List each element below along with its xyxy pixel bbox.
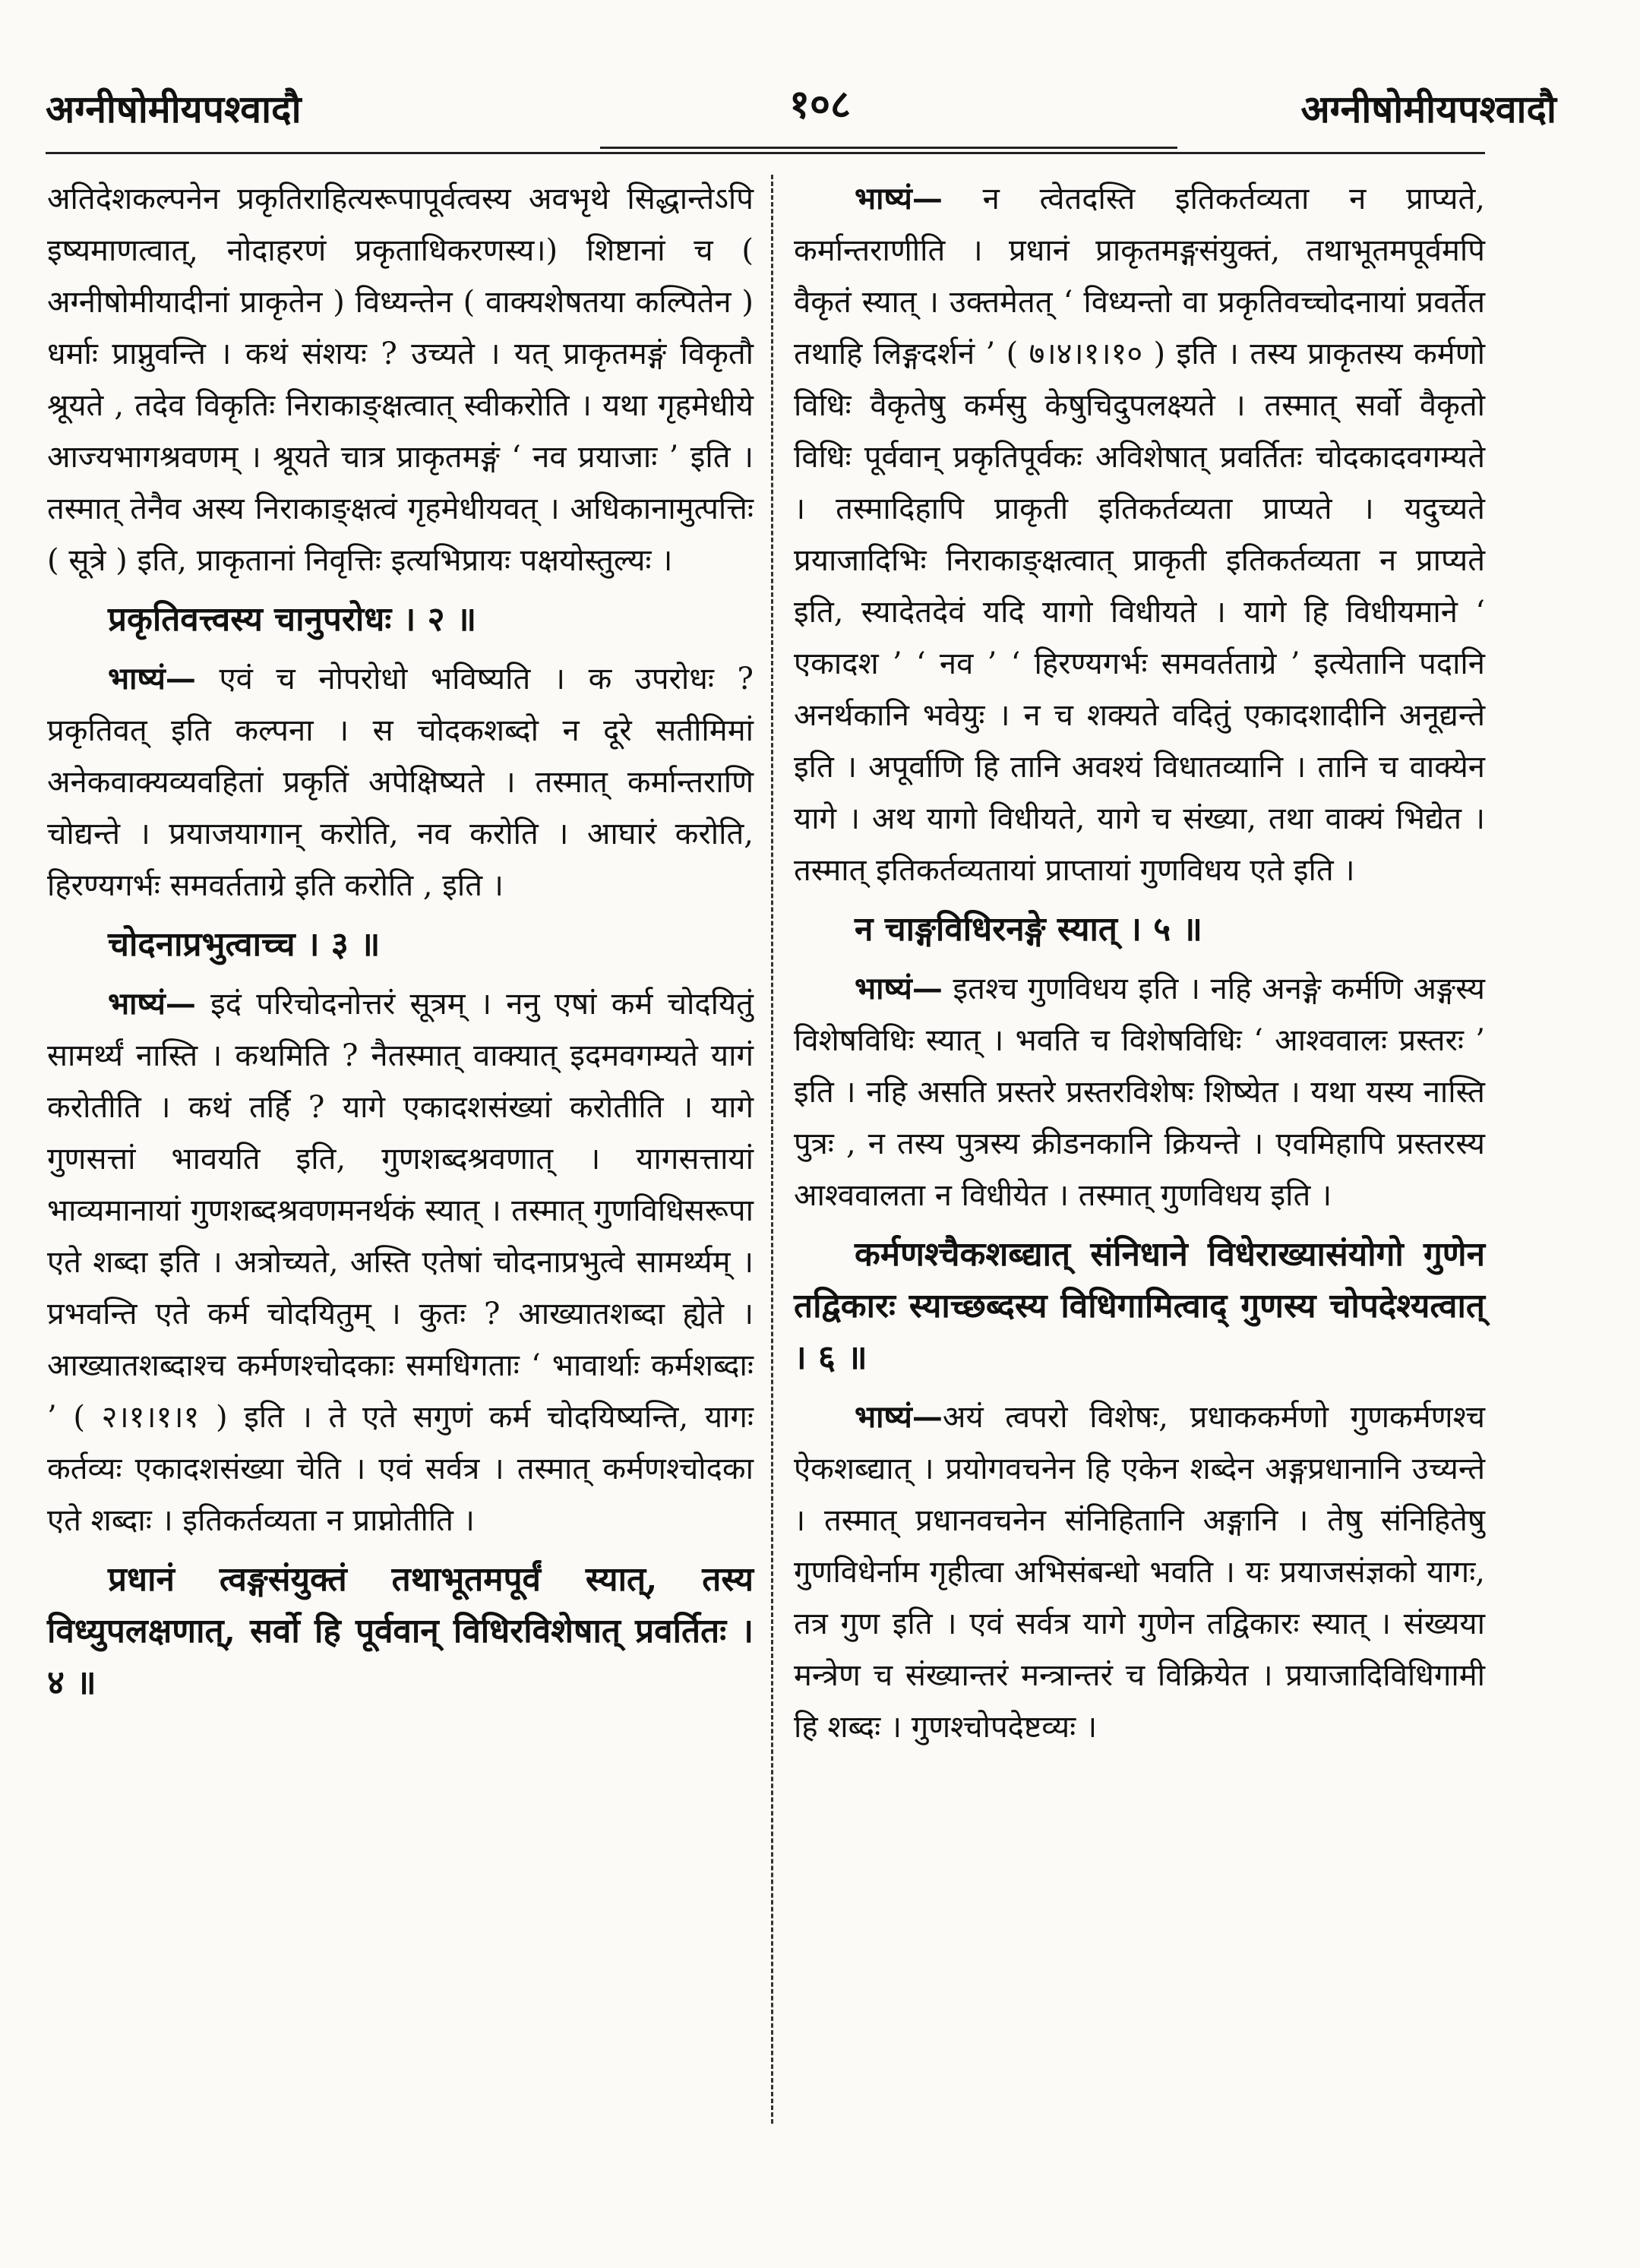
bhashya-label: भाष्यं—: [108, 986, 196, 1022]
right-column: [794, 173, 1485, 1758]
header-rule: [46, 152, 1485, 154]
left-column: [47, 173, 754, 1717]
running-header-left: अग्नीषोमीयपश्वादौ: [46, 87, 302, 131]
bhashya-text: न त्वेतदस्ति इतिकर्तव्यता न प्राप्यते, कर्मान्तराणीति । प्रधानं प्राकृतमङ्गसंयुक्तं, तथाभूतमपूर्वमपि वैकृतं स्यात् । उक्तमेतत् ‘ विध्यन्तो वा प्रकृतिवच्चोदनायां प्रवर्तेत तथाहि लिङ्गदर्शनं ’ ( ७।४।१।१० ) इति । तस्य प्राकृतस्य कर्मणो विधिः वैकृतेषु कर्मसु केषुचिदुपलक्ष्यते । तस्मात् सर्वो वैकृतो विधिः पूर्ववान् प्रकृतिपूर्वकः अविशेषात् प्रवर्तितः चोदकादवगम्यते । तस्मादिहापि प्राकृती इतिकर्तव्यता प्राप्यते । यदुच्यते प्रयाजादिभिः निराकाङ्क्षत्वात् प्राकृती इतिकर्तव्यता न प्राप्यते इति, स्यादेतदेवं यदि यागो विधीयते । यागे हि विधीयमाने ‘ एकादश ’ ‘ नव ’ ‘ हिरण्यगर्भः समवर्तताग्रे ’ इत्येतानि पदानि अनर्थकानि भवेयुः । न च शक्यते वदितुं एकादशादीनि अनूद्यन्ते इति । अपूर्वाणि हि तानि अवश्यं विधातव्यानि । तानि च वाक्येन यागे । अथ यागो विधीयते, यागे च संख्या, तथा वाक्यं भिद्येत । तस्मात् इतिकर्तव्यतायां प्राप्तायां गुणविधय एते इति ।: [794, 182, 1485, 888]
sutra-4: प्रधानं त्वङ्गसंयुक्तं तथाभूतमपूर्वं स्यात्, तस्य विध्युपलक्षणात्, सर्वो हि पूर्ववान् विधिरविशेषात् प्रवर्तितः । ४ ॥: [47, 1560, 754, 1702]
sutra-6: कर्मणश्चैकशब्द्यात् संनिधाने विधेराख्यासंयोगो गुणेन तद्विकारः स्याच्छब्दस्य विधिगामित्वाद् गुणस्य चोपदेश्यत्वात् । ६ ॥: [794, 1235, 1485, 1377]
bhashya-4: [794, 173, 1485, 896]
bhashya-label: भाष्यं—: [855, 181, 943, 216]
bhashya-text: अयं त्वपरो विशेषः, प्रधाककर्मणो गुणकर्मणश्च ऐकशब्द्यात् । प्रयोगवचनेन हि एकेन शब्देन अङ्गप्रधानानि उच्यन्ते । तस्मात् प्रधानवचनेन संनिहितानि अङ्गानि । तेषु संनिहितेषु गुणविधेर्नाम गृहीत्वा अभिसंबन्धो भवति । यः प्रयाजसंज्ञको यागः, तत्र गुण इति । एवं सर्वत्र यागे गुणेन तद्विकारः स्यात् । संख्यया मन्त्रेण च संख्यान्तरं मन्त्रान्तरं च विक्रियेत । प्रयाजादिविधिगामी हि शब्दः । गुणश्चोपदेष्टव्यः ।: [794, 1400, 1485, 1745]
bhashya-label: भाष्यं—: [108, 661, 196, 697]
bhashya-3: [47, 978, 754, 1546]
page-number: १०८: [788, 81, 852, 128]
sutra-2: प्रकृतिवत्त्वस्य चानुपरोधः । २ ॥: [108, 600, 477, 639]
sutra-3: चोदनाप्रभुत्वाच्च । ३ ॥: [108, 925, 381, 964]
bhashya-text: इतश्च गुणविधय इति । नहि अनङ्गे कर्मणि अङ्गस्य विशेषविधिः स्यात् । भवति च विशेषविधिः ‘ आश्ववालः प्रस्तरः ’ इति । नहि असति प्रस्तरे प्रस्तरविशेषः शिष्येत । यथा यस्य नास्ति पुत्रः , न तस्य पुत्रस्य क्रीडनकानि क्रियन्ते । एवमिहापि प्रस्तरस्य आश्ववालता न विधीयेत । तस्मात् गुणविधय इति ।: [794, 971, 1485, 1213]
bhashya-label: भाष्यं—: [855, 1399, 943, 1435]
bhashya-5: [794, 963, 1485, 1221]
bhashya-text: एवं च नोपरोधो भविष्यति । क उपरोधः ? प्रकृतिवत् इति कल्पना । स चोदकशब्दो न दूरे सतीमिमां अनेकवाक्यव्यवहितां प्रकृतिं अपेक्षिष्यते । तस्मात् कर्मान्तराणि चोद्यन्ते । प्रयाजयागान् करोति, नव करोति । आघारं करोति, हिरण्यगर्भः समवर्तताग्रे इति करोति , इति ।: [47, 662, 754, 903]
running-header-right: अग्नीषोमीयपश्वादौ: [1300, 87, 1556, 131]
bhashya-text: इदं परिचोदनोत्तरं सूत्रम् । ननु एषां कर्म चोदयितुं सामर्थ्यं नास्ति । कथमिति ? नैतस्मात् वाक्यात् इदमवगम्यते यागं करोतीति । कथं तर्हि ? यागे एकादशसंख्यां करोतीति । यागे गुणसत्तां भावयति इति, गुणशब्दश्रवणात् । यागसत्तायां भाव्यमानायां गुणशब्दश्रवणमनर्थकं स्यात् । तस्मात् गुणविधिसरूपा एते शब्दा इति । अत्रोच्यते, अस्ति एतेषां चोदनाप्रभुत्वे सामर्थ्यम् । प्रभवन्ति एते कर्म चोदयितुम् । कुतः ? आख्यातशब्दा ह्येते । आख्यातशब्दाश्च कर्मणश्चोदकाः समधिगताः ‘ भावार्थाः कर्मशब्दाः ’ ( २।१।१।१ ) इति । ते एते सगुणं कर्म चोदयिष्यन्ति, यागः कर्तव्यः एकादशसंख्या चेति । एवं सर्वत्र । तस्मात् कर्मणश्चोदका एते शब्दाः । इतिकर्तव्यता न प्राप्नोतीति ।: [47, 987, 754, 1538]
bhashya-2: [47, 653, 754, 911]
bhashya-6: [794, 1391, 1485, 1753]
commentary-paragraph: अतिदेशकल्पनेन प्रकृतिराहित्यरूपापूर्वत्वस्य अवभृथे सिद्धान्तेऽपि इष्यमाणत्वात्, नोदाहरणं प्रकृताधिकरणस्य।) शिष्टानां च ( अग्नीषोमीयादीनां प्राकृतेन ) विध्यन्तेन ( वाक्यशेषतया कल्पितेन ) धर्माः प्राप्नुवन्ति । कथं संशयः ? उच्यते । यत् प्राकृतमङ्गं विकृतौ श्रूयते , तदेव विकृतिः निराकाङ्क्षत्वात् स्वीकरोति । यथा गृहमेधीये आज्यभागश्रवणम् । श्रूयते चात्र प्राकृतमङ्गं ‘ नव प्रयाजाः ’ इति । तस्मात् तेनैव अस्य निराकाङ्क्षत्वं गृहमेधीयवत् । अधिकानामुत्पत्तिः ( सूत्रे ) इति, प्राकृतानां निवृत्तिः इत्यभिप्रायः पक्षयोस्तुल्यः ।: [47, 182, 754, 578]
bhashya-label: भाष्यं—: [855, 971, 943, 1006]
column-divider: [771, 175, 773, 2124]
sutra-5: न चाङ्गविधिरनङ्गे स्यात् । ५ ॥: [855, 910, 1202, 949]
header-rule-center: [600, 147, 1177, 149]
